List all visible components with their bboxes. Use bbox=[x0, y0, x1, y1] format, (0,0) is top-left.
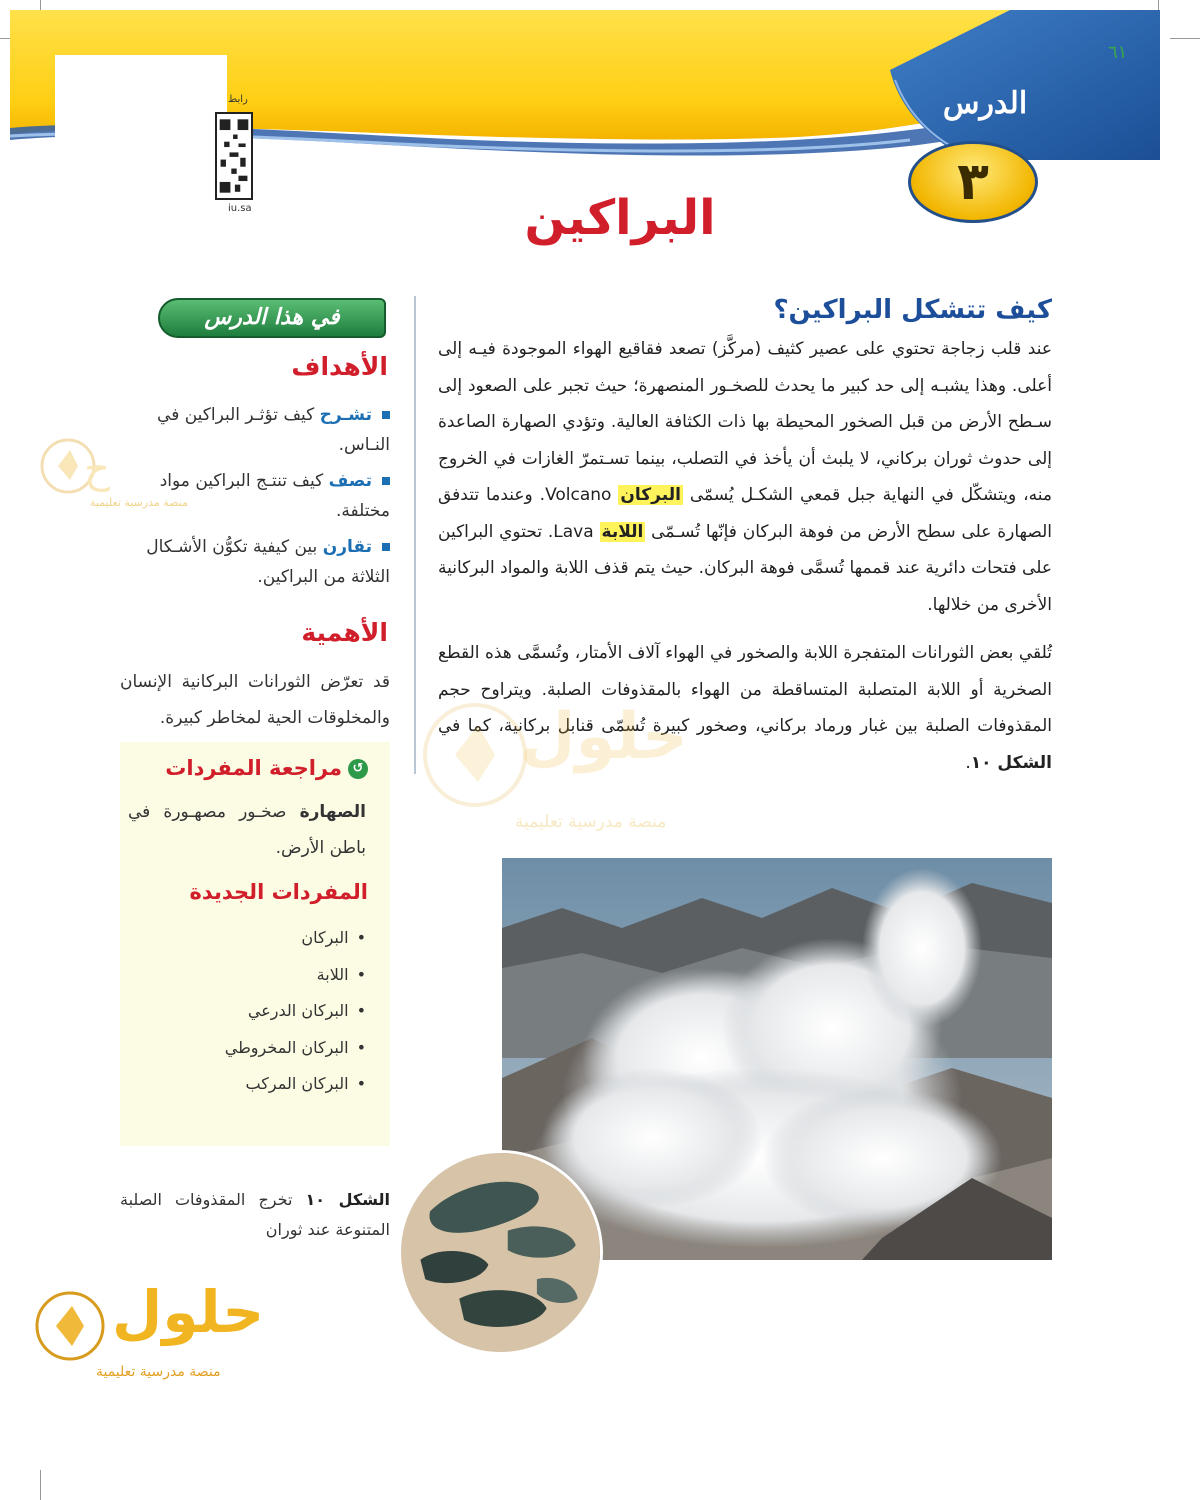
paragraph-1-text: عند قلب زجاجة تحتوي على عصير كثيف (مركَّز) تصعد فقاقيع الهواء الموجودة فيـه إلى أعلى. وهذا يشبـه إلى حد كبير ما يحدث للصخـور المنصهرة؛ حيث تجبر على الصعود إلى سـطح الأرض من قبل الصخور المحيطة بها ذات الكثافة العالية. وتؤدي الصهارة الصاعدة إلى حدوث ثوران بركاني، لا يلبث أن يأخذ في التصلب، بينما تسـتمرّ الغازات في الخروج منه، ويتشكّل في النهاية جبل قمعي الشكـل يُسمّى bbox=[438, 339, 1053, 505]
watermark-tagline-small: منصة مدرسية تعليمية bbox=[90, 496, 188, 509]
crop-mark bbox=[40, 1470, 41, 1500]
vocab-item: • البركان الدرعي bbox=[136, 993, 366, 1030]
vocab-review-heading bbox=[165, 756, 368, 780]
figure-reference: الشكل ١٠ bbox=[970, 752, 1052, 773]
objective-verb: تشـرح bbox=[319, 405, 372, 425]
section-heading: كيف تتشكل البراكين؟ bbox=[773, 295, 1052, 325]
objective-item bbox=[120, 466, 390, 526]
qr-code-icon[interactable] bbox=[215, 112, 253, 200]
watermark-brand: حلول bbox=[112, 1278, 265, 1346]
new-vocab-list bbox=[136, 920, 366, 1103]
objective-text: بين كيفية تكوُّن الأشـكال الثلاثة من البراكين. bbox=[146, 537, 390, 587]
bullet-icon bbox=[382, 411, 390, 419]
watermark-tagline: منصة مدرسية تعليمية bbox=[96, 1364, 221, 1380]
paragraph-1 bbox=[438, 331, 1052, 623]
qr-url[interactable]: iu.sa bbox=[228, 203, 252, 214]
paragraph-2-text: تُلقي بعض الثورانات المتفجرة اللابة والصخور في الهواء آلاف الأمتار، وتُسمَّى هذه القطع الصخرية أو اللابة المتصلبة المتساقطة من الهواء بالمقذوفات الصلبة. ويتراوح حجم المقذوفات الصلبة بين غبار ورماد بركاني، وصخور كبيرة تُسمّى قنابل بركانية، كما في bbox=[438, 643, 1052, 736]
vocab-review-def-text: صخـور مصهـورة في باطن الأرض. bbox=[128, 802, 366, 858]
volcanic-bombs-inset-photo bbox=[398, 1150, 603, 1355]
review-icon: ↺ bbox=[348, 759, 368, 779]
objective-text: كيف تنتـج البراكين مواد مختلفة. bbox=[159, 471, 390, 521]
vocab-review-definition bbox=[128, 794, 366, 866]
figure-caption bbox=[120, 1185, 390, 1245]
bullet-icon bbox=[382, 543, 390, 551]
vocab-review-term: الصهارة bbox=[299, 802, 366, 822]
vocab-item: • البركان bbox=[136, 920, 366, 957]
watermark-brand-large: حلول bbox=[520, 700, 688, 774]
term-lava: اللابة bbox=[601, 521, 644, 542]
vocabulary-box bbox=[120, 742, 390, 1146]
objective-verb: تصف bbox=[328, 471, 372, 491]
paragraph-2 bbox=[438, 635, 1052, 781]
svg-text:ح: ح bbox=[84, 446, 110, 492]
qr-panel bbox=[55, 55, 227, 230]
objective-text: كيف تؤثـر البراكين في النـاس. bbox=[157, 405, 390, 455]
vocab-item: • البركان المركب bbox=[136, 1066, 366, 1103]
objectives-heading: الأهداف bbox=[291, 352, 388, 381]
objective-item bbox=[120, 400, 390, 460]
bullet-icon bbox=[382, 477, 390, 485]
vocab-item: • اللابة bbox=[136, 957, 366, 994]
paragraph-1-text-c: Lava. تحتوي البراكين على فتحات دائرية عند قممها تُسمَّى فوهة البركان. حيث يتم قذف اللابة والمواد البركانية الأخرى من خلالها. bbox=[438, 521, 1052, 615]
watermark-logo-icon bbox=[34, 1290, 114, 1370]
column-divider bbox=[414, 296, 416, 774]
caption-label: الشكل ١٠ bbox=[305, 1190, 390, 1209]
vocab-item: • البركان المخروطي bbox=[136, 1030, 366, 1067]
page-number: ٦١ bbox=[1108, 42, 1128, 63]
new-vocab-heading: المفردات الجديدة bbox=[189, 880, 368, 904]
lesson-title: البراكين bbox=[524, 190, 716, 246]
lesson-number-badge: ٣ bbox=[908, 141, 1038, 223]
importance-heading: الأهمية bbox=[301, 618, 388, 647]
objective-verb: تقارن bbox=[322, 537, 372, 557]
main-column bbox=[438, 295, 1052, 781]
watermark-tagline-large: منصة مدرسية تعليمية bbox=[515, 812, 667, 832]
caption-text: تخرج المقذوفات الصلبة المتنوعة عند ثوران bbox=[120, 1190, 390, 1239]
crop-mark bbox=[1170, 38, 1200, 39]
in-this-lesson-pill: في هذا الدرس bbox=[158, 298, 386, 338]
qr-label: رابط bbox=[228, 94, 248, 105]
importance-text: قد تعرّض الثورانات البركانية الإنسان والمخلوقات الحية لمخاطر كبيرة. bbox=[120, 672, 390, 728]
vocab-review-heading-text: مراجعة المفردات bbox=[165, 756, 342, 780]
paragraph-1-text-b: Volcano. وعندما تتدفق الصهارة على سطح الأرض من فوهة البركان فإنّها تُسـمّى bbox=[438, 485, 1053, 542]
paragraph-2-end: . bbox=[965, 752, 971, 773]
term-volcano: البركان bbox=[620, 485, 681, 505]
objective-item bbox=[120, 532, 390, 592]
lesson-label: الدرس bbox=[942, 86, 1028, 121]
